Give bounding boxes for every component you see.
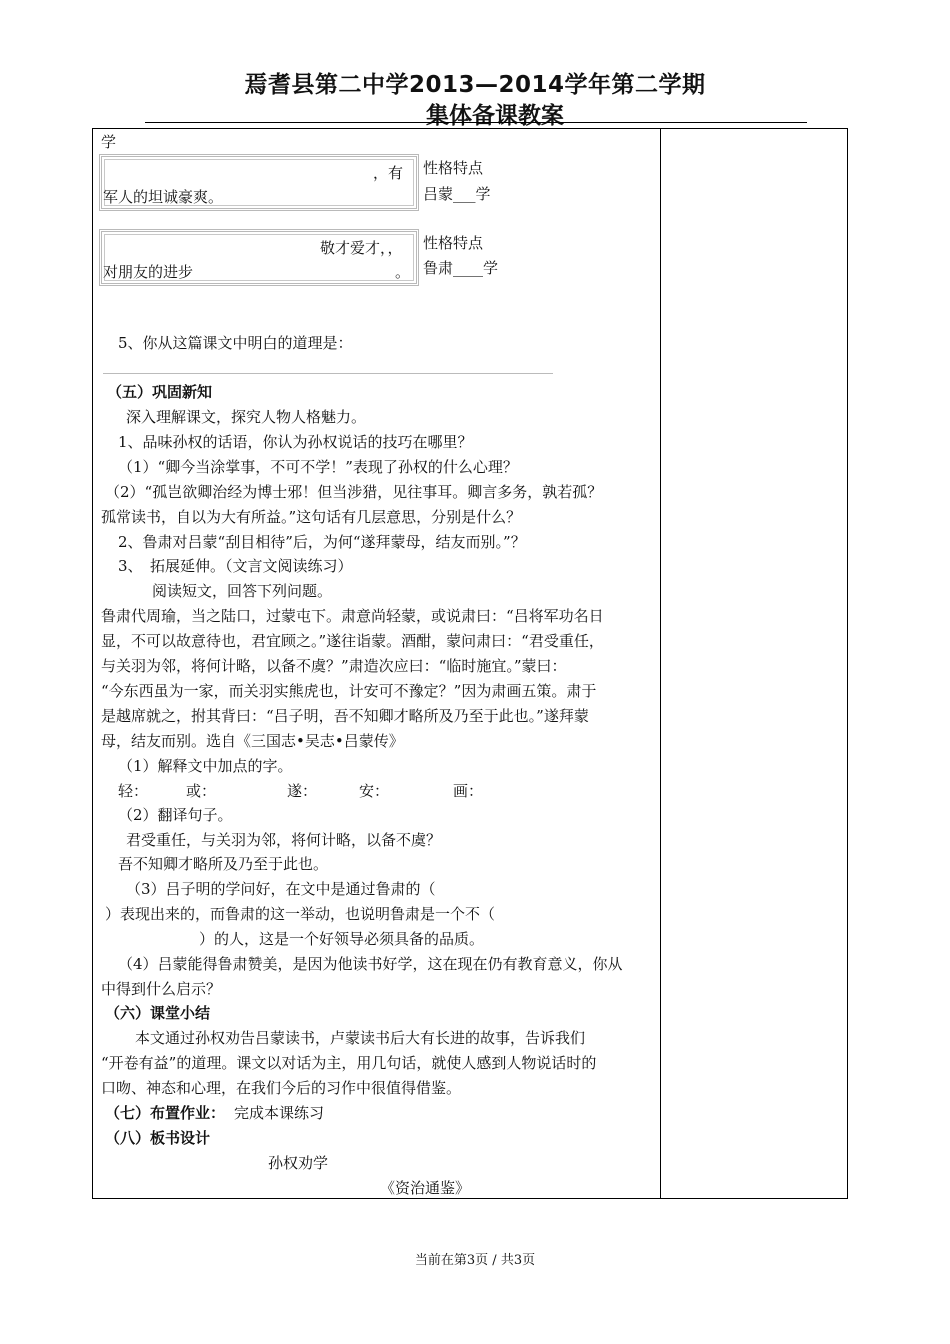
text-xue: 学 bbox=[101, 133, 117, 151]
passage-line: 鲁肃代周瑜，当之陆口，过蒙屯下。肃意尚轻蒙，或说肃曰：“吕将军功名日 bbox=[101, 607, 604, 625]
word-qing: 轻： bbox=[118, 782, 149, 800]
header-title-plan: 集体备课教案 bbox=[426, 103, 564, 129]
passage-line: 显，不可以故意待也，君宜顾之。”遂往诣蒙。酒酣，蒙问肃曰：“君受重任， bbox=[101, 632, 604, 650]
summary-line: “开卷有益”的道理。课文以对话为主，用几句话，就使人感到人物说话时的 bbox=[101, 1054, 597, 1072]
homework-text: 完成本课练习 bbox=[234, 1104, 325, 1122]
board-source: 《资治通鉴》 bbox=[380, 1179, 471, 1197]
box2-line2: 对朋友的进步 bbox=[103, 263, 194, 281]
answer-line bbox=[103, 373, 553, 374]
word-sui: 遂： bbox=[287, 782, 318, 800]
box2-line2-end: 。 bbox=[395, 263, 411, 281]
box1-line1: ，有 bbox=[373, 164, 404, 182]
question-2: 2、鲁肃对吕蒙“刮目相待”后，为何“遂拜蒙母，结友而别。”？ bbox=[118, 533, 526, 551]
section-6-title: （六）课堂小结 bbox=[105, 1004, 211, 1022]
question-1-1: （1）“卿今当涂掌事，不可不学！”表现了孙权的什么心理？ bbox=[118, 458, 518, 476]
header-rule bbox=[145, 122, 807, 123]
box1-side-label: 性格特点 bbox=[423, 159, 484, 177]
passage-q1: （1）解释文中加点的字。 bbox=[118, 757, 293, 775]
box2-side-blank: 鲁肃____学 bbox=[423, 259, 499, 277]
box2-line1: 敬才爱才，， bbox=[320, 239, 403, 257]
passage-line: 母，结友而别。选自《三国志•吴志•吕蒙传》 bbox=[101, 732, 404, 750]
word-huo: 或： bbox=[186, 782, 217, 800]
board-title: 孙权劝学 bbox=[268, 1154, 329, 1172]
header-title-school: 焉耆县第二中学2013—2014学年第二学期 bbox=[244, 72, 706, 98]
section-5-title: （五）巩固新知 bbox=[107, 383, 213, 401]
section-5-intro: 深入理解课文，探究人物人格魅力。 bbox=[126, 408, 367, 426]
section-8-title: （八）板书设计 bbox=[105, 1129, 211, 1147]
page-footer: 当前在第3页 / 共3页 bbox=[414, 1253, 536, 1268]
translate-sentence-2: 吾不知卿才略所及乃至于此也。 bbox=[118, 855, 329, 873]
passage-q2: （2）翻译句子。 bbox=[118, 806, 233, 824]
word-an: 安： bbox=[359, 782, 390, 800]
question-3: 3、 拓展延伸。（文言文阅读练习） bbox=[118, 557, 353, 575]
box1-line2: 军人的坦诚豪爽。 bbox=[103, 188, 224, 206]
reading-instruction: 阅读短文，回答下列问题。 bbox=[152, 582, 333, 600]
question-5: 5、你从这篇课文中明白的道理是： bbox=[118, 334, 353, 352]
passage-q3b: ）表现出来的，而鲁肃的这一举动，也说明鲁肃是一个不（ bbox=[105, 905, 496, 923]
table-column-divider bbox=[660, 128, 661, 1199]
box1-side-blank: 吕蒙___学 bbox=[423, 185, 491, 203]
summary-line: 本文通过孙权劝告吕蒙读书，卢蒙读书后大有长进的故事，告诉我们 bbox=[135, 1029, 586, 1047]
passage-q3a: （3）吕子明的学问好，在文中是通过鲁肃的（ bbox=[126, 880, 436, 898]
box2-side-label: 性格特点 bbox=[423, 234, 484, 252]
translate-sentence-1: 君受重任，与关羽为邻，将何计略，以备不虞？ bbox=[126, 831, 442, 849]
passage-line: 是越席就之，拊其背曰：“吕子明，吾不知卿才略所及乃至于此也。”遂拜蒙 bbox=[101, 707, 589, 725]
question-1: 1、品味孙权的话语，你认为孙权说话的技巧在哪里？ bbox=[118, 433, 473, 451]
passage-q3c: ）的人，这是一个好领导必须具备的品质。 bbox=[199, 930, 485, 948]
passage-q4b: 中得到什么启示？ bbox=[101, 980, 222, 998]
passage-q4a: （4）吕蒙能得鲁肃赞美，是因为他读书好学，这在现在仍有教育意义，你从 bbox=[118, 955, 623, 973]
section-7-title: （七）布置作业： bbox=[105, 1104, 226, 1122]
question-1-2b: 孤常读书，自以为大有所益。”这句话有几层意思，分别是什么？ bbox=[101, 508, 522, 526]
word-hua: 画： bbox=[453, 782, 484, 800]
summary-line: 口吻、神态和心理，在我们今后的习作中很值得借鉴。 bbox=[101, 1079, 462, 1097]
passage-line: 与关羽为邻，将何计略，以备不虞？”肃造次应曰：“临时施宜。”蒙曰： bbox=[101, 657, 567, 675]
passage-line: “今东西虽为一家，而关羽实熊虎也，计安可不豫定？”因为肃画五策。肃于 bbox=[101, 682, 597, 700]
question-1-2a: （2）“孤岂欲卿治经为博士邪！但当涉猎，见往事耳。卿言多务，孰若孤？ bbox=[105, 483, 603, 501]
